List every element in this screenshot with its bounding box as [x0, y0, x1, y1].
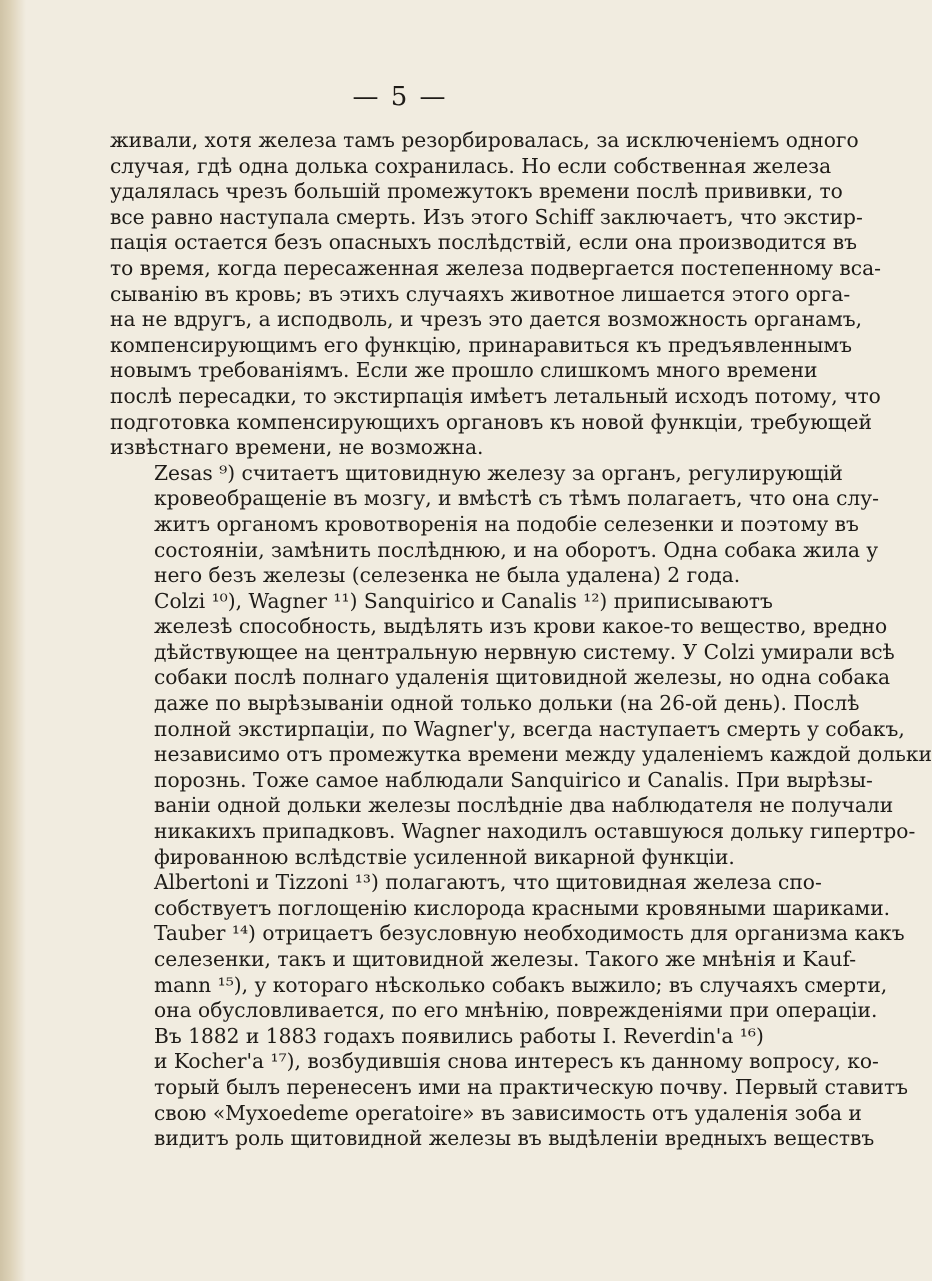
paragraph — [110, 1023, 908, 1152]
text-line: то время, когда пересаженная железа подвергается постепенному вса- — [110, 255, 881, 280]
text-line: видитъ роль щитовидной железы въ выдѣленіи вредныхъ веществъ — [154, 1126, 875, 1151]
text-line: случая, гдѣ одна долька сохранилась. Но если собственная железа — [110, 153, 832, 178]
text-line: него безъ железы (селезенка не была удалена) 2 года. — [154, 563, 741, 588]
text-line: Albertoni и Tizzoni ¹³) полагаютъ, что щитовидная железа спо- — [154, 870, 822, 895]
text-line: состояніи, замѣнить послѣднюю, и на оборотъ. Одна собака жила у — [154, 537, 879, 562]
text-line: Zesas ⁹) считаетъ щитовидную железу за органъ, регулирующій — [154, 460, 843, 485]
text-line: Colzi ¹⁰), Wagner ¹¹) Sanquirico и Canalis ¹²) приписываютъ — [154, 588, 773, 613]
text-line: торый былъ перенесенъ ими на практическую почву. Первый ставитъ — [154, 1074, 908, 1099]
text-line: собствуетъ поглощенію кислорода красными кровяными шариками. — [154, 895, 891, 920]
text-line: она обусловливается, по его мнѣнію, поврежденіями при операціи. — [154, 998, 878, 1023]
text-line: Въ 1882 и 1883 годахъ появились работы I. Reverdin'а ¹⁶) — [154, 1023, 764, 1048]
text-line: извѣстнаго времени, не возможна. — [110, 435, 484, 460]
text-line: и Kocher'а ¹⁷), возбудившія снова интересъ къ данному вопросу, ко- — [154, 1049, 879, 1074]
text-line: сыванію въ кровь; въ этихъ случаяхъ животное лишается этого орга- — [110, 281, 851, 306]
paragraph — [110, 460, 879, 589]
text-line: даже по вырѣзываніи одной только дольки (на 26-ой день). Послѣ — [154, 691, 860, 716]
text-line: свою «Myxoedeme operatoire» въ зависимость отъ удаленія зоба и — [154, 1100, 862, 1125]
text-line: никакихъ припадковъ. Wagner находилъ оставшуюся дольку гипертро- — [154, 819, 916, 844]
text-line: на не вдругъ, а исподволь, и чрезъ это дается возможность органамъ, — [110, 307, 863, 332]
paragraph — [110, 128, 881, 461]
paragraph — [110, 870, 905, 1024]
text-line: житъ органомъ кровотворенія на подобіе селезенки и поэтому въ — [154, 511, 859, 536]
body-text — [110, 128, 932, 1152]
paragraph — [110, 588, 932, 871]
text-line: Tauber ¹⁴) отрицаетъ безусловную необходимость для организма какъ — [154, 921, 905, 946]
text-line: полной экстирпаціи, по Wagner'у, всегда наступаетъ смерть у собакъ, — [154, 716, 905, 741]
text-line: послѣ пересадки, то экстирпація имѣетъ летальный исходъ потому, что — [110, 383, 881, 408]
text-line: кровеобращеніе въ мозгу, и вмѣстѣ съ тѣмъ полагаетъ, что она слу- — [154, 486, 879, 511]
text-line: удалялась чрезъ большій промежутокъ времени послѣ прививки, то — [110, 179, 843, 204]
page-edge-shadow — [0, 0, 26, 1281]
text-line: компенсирующимъ его функцію, принаравиться къ предъявленнымъ — [110, 332, 852, 357]
text-line: живали, хотя железа тамъ резорбировалась, за исключеніемъ одного — [110, 128, 859, 152]
text-line: дѣйствующее на центральную нервную систему. У Colzi умирали всѣ — [154, 639, 895, 664]
text-line: подготовка компенсирующихъ органовъ къ новой функціи, требующей — [110, 409, 872, 434]
text-line: собаки послѣ полнаго удаленія щитовидной железы, но одна собака — [154, 665, 891, 690]
text-line: ваніи одной дольки железы послѣдніе два наблюдателя не получали — [154, 793, 894, 818]
text-line: новымъ требованіямъ. Если же прошло слишкомъ много времени — [110, 358, 818, 383]
text-line: селезенки, такъ и щитовидной железы. Такого же мнѣнія и Kauf- — [154, 947, 857, 971]
page-number: — 5 — — [352, 82, 448, 112]
text-line: независимо отъ промежутка времени между удаленіемъ каждой дольки — [154, 742, 932, 767]
text-line: mann ¹⁵), у котораго нѣсколько собакъ выжило; въ случаяхъ смерти, — [154, 972, 888, 997]
text-line: железѣ способность, выдѣлять изъ крови какое-то вещество, вредно — [154, 614, 888, 639]
text-line: все равно наступала смерть. Изъ этого Schiff заключаетъ, что экстир- — [110, 204, 863, 229]
text-line: порознь. Тоже самое наблюдали Sanquirico и Canalis. При вырѣзы- — [154, 767, 873, 792]
text-line: пація остается безъ опасныхъ послѣдствій, если она производится въ — [110, 230, 857, 255]
text-line: фированною вслѣдствіе усиленной викарной функціи. — [154, 844, 735, 869]
